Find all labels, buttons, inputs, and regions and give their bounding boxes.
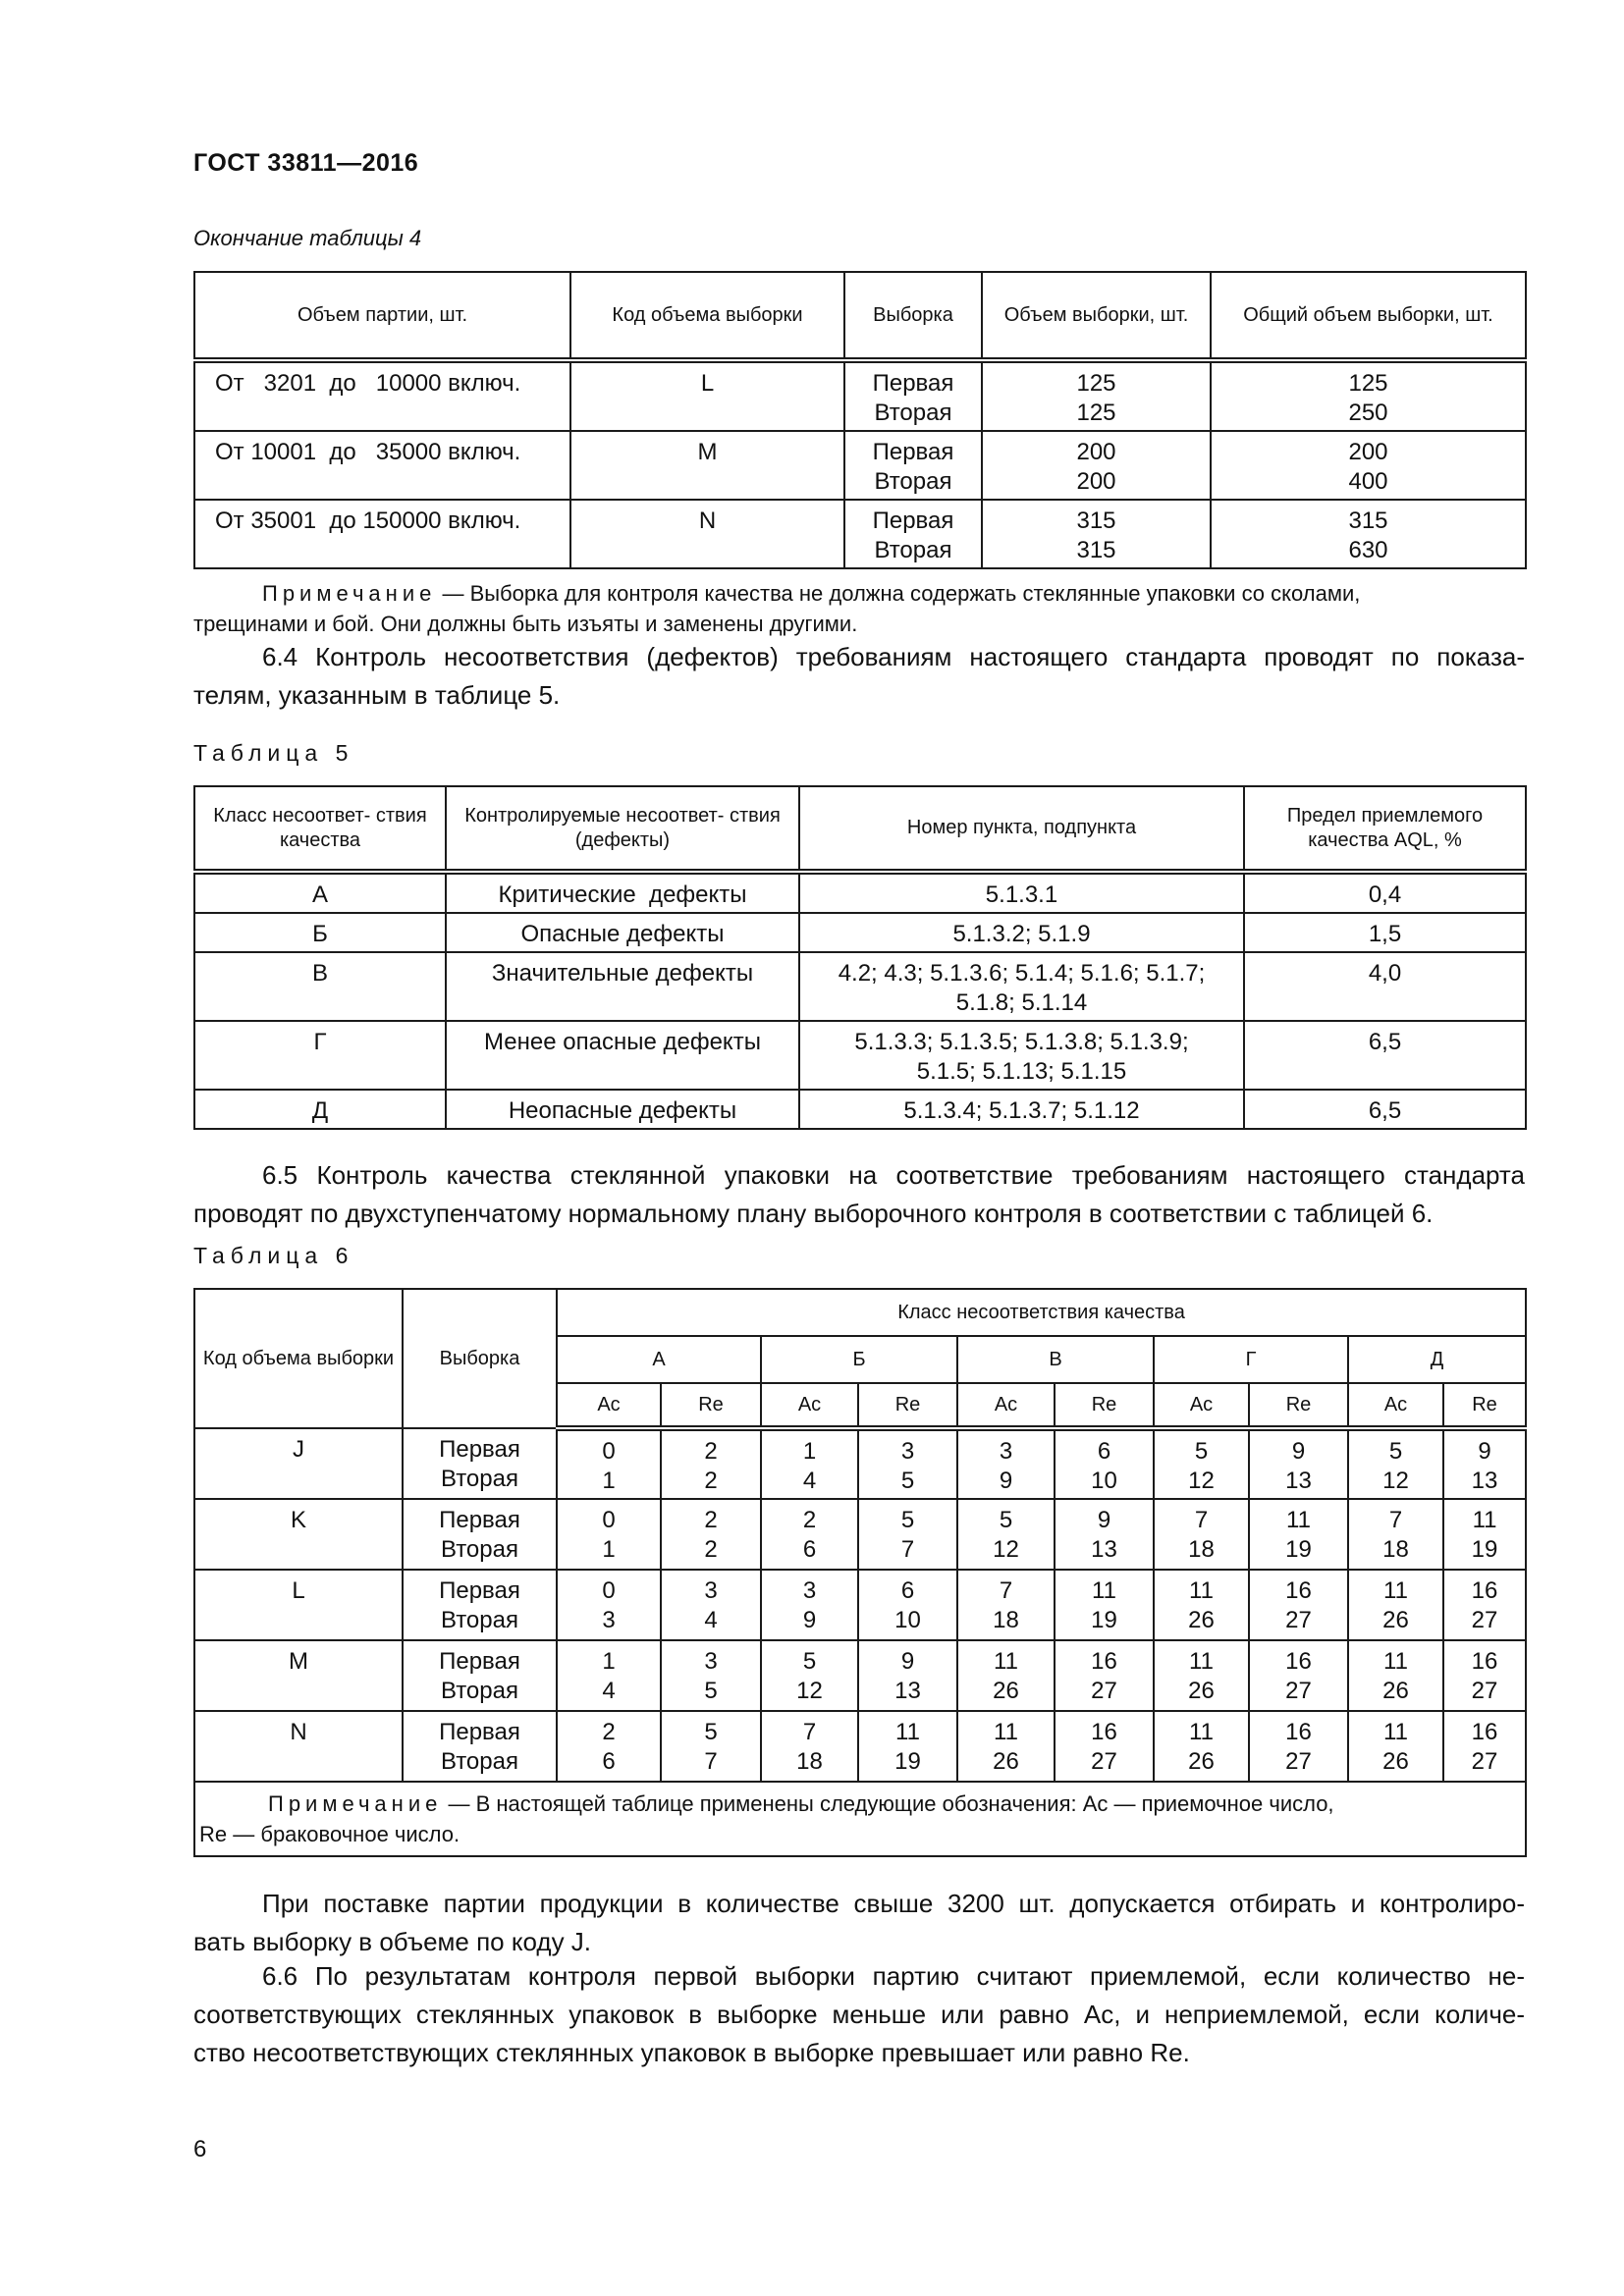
t6-value: 11: [1383, 1577, 1408, 1604]
t4-size: 200: [1076, 468, 1116, 495]
t5-defect: Опасные дефекты: [446, 913, 799, 952]
t6-value: 3: [999, 1438, 1013, 1465]
t5-defect: Критические дефекты: [446, 872, 799, 913]
table-row: [194, 952, 1526, 1021]
table-row: [194, 1640, 1526, 1711]
t5-item: 5.1.5; 5.1.13; 5.1.15: [916, 1058, 1127, 1085]
paragraph-line: При поставке партии продукции в количестве свыше 3200 шт. допускается отбирать и контролиро-: [262, 1889, 1525, 1918]
t6-value-cell: [957, 1570, 1055, 1640]
t5-class: Д: [194, 1090, 446, 1129]
t6-value-cell: [858, 1428, 957, 1499]
t4-total: 630: [1348, 537, 1388, 563]
note-text: трещинами и бой. Они должны быть изъяты и заменены другими.: [193, 612, 858, 636]
t6-value: 18: [796, 1748, 823, 1775]
t6-value: 2: [704, 1468, 718, 1494]
t6-value: 5: [1388, 1438, 1403, 1465]
t6-value: 7: [999, 1577, 1013, 1604]
t5-header-class: Класс несоответ- ствия качества: [194, 786, 446, 872]
t6-value: 16: [1285, 1577, 1312, 1604]
t6-sample: [403, 1499, 557, 1570]
t6-class-v: В: [957, 1336, 1154, 1383]
t6-value: 2: [802, 1507, 817, 1533]
t5-class: Г: [194, 1021, 446, 1090]
t6-sample-label: Вторая: [441, 1607, 518, 1633]
t6-value-cell: [1249, 1711, 1348, 1782]
t4-total: 125: [1348, 370, 1388, 397]
table-row: [194, 1090, 1526, 1129]
t6-value-cell: [557, 1428, 661, 1499]
t6-sample-label: Первая: [439, 1577, 520, 1604]
t6-value: 0: [602, 1438, 616, 1465]
t6-value-cell: [858, 1640, 957, 1711]
table5-caption: Таблица 5: [193, 740, 354, 766]
t6-value: 11: [1189, 1577, 1214, 1604]
t4-size: 200: [1076, 439, 1116, 465]
table4-caption: Окончание таблицы 4: [193, 226, 422, 250]
t6-value: 5: [900, 1507, 915, 1533]
t6-value-cell: [1154, 1570, 1249, 1640]
t6-value: 26: [1382, 1678, 1409, 1704]
t6-value-cell: [761, 1428, 858, 1499]
t6-value-cell: [858, 1570, 957, 1640]
t6-value: 27: [1285, 1607, 1312, 1633]
t6-value-cell: [1055, 1711, 1154, 1782]
t4-sample: Вторая: [874, 400, 952, 426]
t6-value-cell: [761, 1640, 858, 1711]
t5-header-defects: Контролируемые несоответ- ствия (дефекты): [446, 786, 799, 872]
t6-value: 27: [1471, 1748, 1498, 1775]
t6-value-cell: [858, 1499, 957, 1570]
note-label: Примечание: [262, 581, 437, 606]
t6-value: 5: [1194, 1438, 1209, 1465]
t4-size: 125: [1076, 370, 1116, 397]
document-code: ГОСТ 33811—2016: [193, 149, 419, 177]
table-row: [194, 431, 1526, 500]
table-row: [194, 500, 1526, 568]
t6-value-cell: [557, 1640, 661, 1711]
t6-value: 3: [602, 1607, 616, 1633]
t6-value: 16: [1285, 1648, 1312, 1675]
t6-value-cell: [557, 1711, 661, 1782]
t4-code: M: [570, 431, 844, 500]
table-row: [194, 1428, 1526, 1499]
t6-header-sample: Выборка: [403, 1289, 557, 1428]
t6-value-cell: [1249, 1428, 1348, 1499]
t6-code: M: [194, 1640, 403, 1711]
t5-aql: 6,5: [1244, 1090, 1526, 1129]
t6-value: 13: [1471, 1468, 1498, 1494]
table4-note: [193, 578, 1525, 639]
t6-value: 19: [1091, 1607, 1117, 1633]
paragraph-line: телям, указанным в таблице 5.: [193, 680, 561, 710]
t6-sample-label: Первая: [439, 1719, 520, 1745]
t6-value: 11: [1383, 1648, 1408, 1675]
t6-value: 6: [900, 1577, 915, 1604]
t6-sample-label: Первая: [439, 1507, 520, 1533]
t6-ac: Ac: [557, 1383, 661, 1428]
t4-header-size: Объем выборки, шт.: [982, 272, 1211, 360]
t6-value: 11: [1472, 1507, 1497, 1533]
t6-value: 11: [895, 1719, 920, 1745]
paragraph-line: ство несоответствующих стеклянных упаковок в выборке превышает или равно Re.: [193, 2038, 1190, 2067]
t6-re: Re: [1443, 1383, 1526, 1428]
t6-value-cell: [661, 1499, 761, 1570]
t6-value-cell: [1443, 1711, 1526, 1782]
t6-value: 2: [602, 1719, 616, 1745]
t6-value: 9: [1097, 1507, 1111, 1533]
t6-body: [194, 1428, 1526, 1782]
t6-value-cell: [1443, 1428, 1526, 1499]
t6-re: Re: [1055, 1383, 1154, 1428]
t6-value-cell: [1055, 1640, 1154, 1711]
t6-value: 3: [802, 1577, 817, 1604]
t5-header-aql: Предел приемлемого качества AQL, %: [1244, 786, 1526, 872]
t6-class-d: Д: [1348, 1336, 1526, 1383]
t6-value: 1: [802, 1438, 817, 1465]
t6-value-cell: [1348, 1570, 1443, 1640]
t5-item: 5.1.8; 5.1.14: [955, 989, 1088, 1016]
t6-value: 1: [602, 1648, 616, 1675]
t6-value-cell: [1249, 1499, 1348, 1570]
t4-size: 315: [1076, 537, 1116, 563]
t6-code: J: [194, 1428, 403, 1499]
table-row: [194, 1711, 1526, 1782]
t6-value: 27: [1285, 1678, 1312, 1704]
paragraph-line: проводят по двухступенчатому нормальному плану выборочного контроля в соответствии с таблицей 6.: [193, 1199, 1434, 1228]
t6-value: 6: [1097, 1438, 1111, 1465]
t4-sample: Вторая: [874, 537, 952, 563]
t6-value: 12: [1382, 1468, 1409, 1494]
t6-value: 19: [894, 1748, 921, 1775]
t6-value: 7: [900, 1536, 915, 1563]
t6-value: 11: [994, 1648, 1018, 1675]
t4-total: 315: [1348, 507, 1388, 534]
t6-value: 11: [1383, 1719, 1408, 1745]
page-number: 6: [193, 2136, 207, 2163]
t6-value: 9: [1478, 1438, 1491, 1465]
t6-value: 13: [894, 1678, 921, 1704]
t6-value: 9: [999, 1468, 1013, 1494]
t6-code: L: [194, 1570, 403, 1640]
t6-class-b: Б: [761, 1336, 957, 1383]
t6-value: 27: [1091, 1678, 1117, 1704]
t6-value: 7: [704, 1748, 718, 1775]
t6-sample-label: Вторая: [441, 1466, 518, 1492]
t6-value-cell: [761, 1499, 858, 1570]
t6-sample-label: Вторая: [441, 1678, 518, 1704]
t4-size: 125: [1076, 400, 1116, 426]
t6-value: 11: [1092, 1577, 1116, 1604]
t4-total: 250: [1348, 400, 1388, 426]
t6-value-cell: [1055, 1428, 1154, 1499]
t6-value-cell: [661, 1640, 761, 1711]
table-row: [194, 1021, 1526, 1090]
t6-ac: Ac: [1348, 1383, 1443, 1428]
paragraph-6-4: [193, 638, 1525, 715]
t5-item: 5.1.3.4; 5.1.3.7; 5.1.12: [799, 1090, 1244, 1129]
t6-value-cell: [1348, 1499, 1443, 1570]
t6-value: 18: [993, 1607, 1019, 1633]
t5-header-item: Номер пункта, подпункта: [799, 786, 1244, 872]
t6-value: 4: [802, 1468, 817, 1494]
t6-value: 19: [1471, 1536, 1498, 1563]
t4-lot: От 10001 до 35000 включ.: [194, 431, 570, 500]
t6-value: 16: [1285, 1719, 1312, 1745]
t6-value: 7: [1388, 1507, 1403, 1533]
table-row: [194, 1499, 1526, 1570]
t6-sample-label: Вторая: [441, 1748, 518, 1775]
t6-value-cell: [957, 1499, 1055, 1570]
t6-re: Re: [858, 1383, 957, 1428]
t6-value-cell: [1154, 1428, 1249, 1499]
t4-sample: Вторая: [874, 468, 952, 495]
table6-note: [194, 1782, 1526, 1856]
t6-ac: Ac: [761, 1383, 858, 1428]
t6-value-cell: [1154, 1499, 1249, 1570]
t6-value: 11: [1189, 1719, 1214, 1745]
t6-value: 27: [1091, 1748, 1117, 1775]
t6-value: 19: [1285, 1536, 1312, 1563]
table5: [193, 785, 1527, 1130]
paragraph-line: соответствующих стеклянных упаковок в выборке меньше или равно Ac, и неприемлемой, если количе-: [193, 2000, 1525, 2029]
t6-value: 9: [802, 1607, 817, 1633]
t6-sample-label: Первая: [439, 1648, 520, 1675]
t6-sample-label: Вторая: [441, 1536, 518, 1563]
t6-value-cell: [1348, 1640, 1443, 1711]
t4-sample: Первая: [872, 370, 954, 397]
paragraph-line: вать выборку в объеме по коду J.: [193, 1927, 592, 1956]
t6-sample: [403, 1640, 557, 1711]
t6-value-cell: [661, 1428, 761, 1499]
t6-value: 4: [704, 1607, 718, 1633]
t6-value: 12: [796, 1678, 823, 1704]
t5-item: 5.1.3.2; 5.1.9: [799, 913, 1244, 952]
t6-value-cell: [1154, 1640, 1249, 1711]
t6-value: 0: [602, 1577, 616, 1604]
t5-aql: 1,5: [1244, 913, 1526, 952]
t6-value: 26: [993, 1678, 1019, 1704]
t6-value: 10: [1091, 1468, 1117, 1494]
t6-value-cell: [957, 1428, 1055, 1499]
t6-value: 6: [602, 1748, 616, 1775]
t6-value: 5: [704, 1719, 718, 1745]
t6-value: 5: [999, 1507, 1013, 1533]
t5-defect: Менее опасные дефекты: [446, 1021, 799, 1090]
t6-code: N: [194, 1711, 403, 1782]
t6-value-cell: [661, 1711, 761, 1782]
t5-defect: Неопасные дефекты: [446, 1090, 799, 1129]
t4-lot: От 35001 до 150000 включ.: [194, 500, 570, 568]
table4: [193, 271, 1527, 569]
table-row: [194, 872, 1526, 913]
t6-value-cell: [761, 1711, 858, 1782]
t6-value-cell: [1055, 1499, 1154, 1570]
t6-value: 3: [704, 1577, 718, 1604]
t5-class: А: [194, 872, 446, 913]
paragraph-6-5: [193, 1156, 1525, 1233]
t6-value-cell: [1249, 1640, 1348, 1711]
t6-value: 2: [704, 1438, 718, 1465]
t6-value: 11: [994, 1719, 1018, 1745]
t6-value: 5: [802, 1648, 817, 1675]
t6-sample: [403, 1711, 557, 1782]
t6-value-cell: [1443, 1499, 1526, 1570]
t6-re: Re: [1249, 1383, 1348, 1428]
t6-value: 16: [1471, 1719, 1498, 1745]
table6-caption: Таблица 6: [193, 1243, 354, 1268]
t6-sample: [403, 1428, 557, 1499]
t6-class-g: Г: [1154, 1336, 1348, 1383]
t6-value-cell: [761, 1570, 858, 1640]
t6-value: 9: [1291, 1438, 1306, 1465]
t6-value: 2: [704, 1507, 718, 1533]
t6-value: 16: [1471, 1577, 1498, 1604]
t6-value-cell: [858, 1711, 957, 1782]
t6-value: 16: [1091, 1648, 1117, 1675]
t6-value-cell: [661, 1570, 761, 1640]
t6-value: 13: [1091, 1536, 1117, 1563]
t6-ac: Ac: [957, 1383, 1055, 1428]
t4-total: 200: [1348, 439, 1388, 465]
t6-value: 26: [1188, 1748, 1215, 1775]
paragraph-line: 6.6 По результатам контроля первой выборки партию считают приемлемой, если количество не-: [262, 1961, 1525, 1991]
t5-aql: 0,4: [1244, 872, 1526, 913]
table-row: [194, 913, 1526, 952]
t6-value: 27: [1285, 1748, 1312, 1775]
t4-header-sample: Выборка: [844, 272, 982, 360]
t6-value: 7: [802, 1719, 817, 1745]
t6-value: 5: [900, 1468, 915, 1494]
table6: [193, 1288, 1527, 1857]
t6-value-cell: [957, 1640, 1055, 1711]
t6-re: Re: [661, 1383, 761, 1428]
t6-value: 27: [1471, 1678, 1498, 1704]
t6-value: 6: [802, 1536, 817, 1563]
note-text: — Выборка для контроля качества не должна содержать стеклянные упаковки со сколами,: [436, 581, 1361, 606]
t6-value: 3: [704, 1648, 718, 1675]
t6-value-cell: [1249, 1570, 1348, 1640]
t6-code: K: [194, 1499, 403, 1570]
t4-header-total: Общий объем выборки, шт.: [1211, 272, 1526, 360]
note-label: Примечание: [268, 1791, 443, 1816]
t4-header-code: Код объема выборки: [570, 272, 844, 360]
paragraph-line: 6.5 Контроль качества стеклянной упаковки на соответствие требованиям настоящего стандарта: [262, 1160, 1525, 1190]
paragraph-supply: [193, 1885, 1525, 1961]
t6-ac: Ac: [1154, 1383, 1249, 1428]
t6-value: 3: [900, 1438, 915, 1465]
t6-value-cell: [557, 1499, 661, 1570]
t6-value: 26: [1188, 1607, 1215, 1633]
note-text: Re — браковочное число.: [199, 1822, 460, 1846]
t4-code: N: [570, 500, 844, 568]
t6-sample-label: Первая: [439, 1436, 520, 1463]
t6-value: 1: [602, 1468, 616, 1494]
t4-sample: Первая: [872, 439, 954, 465]
t5-class: Б: [194, 913, 446, 952]
paragraph-6-6: [193, 1957, 1525, 2072]
t4-sample: Первая: [872, 507, 954, 534]
t5-aql: 6,5: [1244, 1021, 1526, 1090]
t6-value: 5: [704, 1678, 718, 1704]
table-row: [194, 1570, 1526, 1640]
t6-value: 26: [1188, 1678, 1215, 1704]
t5-item: 5.1.3.1: [799, 872, 1244, 913]
t6-sample: [403, 1570, 557, 1640]
t6-value-cell: [1348, 1428, 1443, 1499]
t6-header-class: Класс несоответствия качества: [557, 1289, 1526, 1336]
t6-value-cell: [1443, 1570, 1526, 1640]
t4-size: 315: [1076, 507, 1116, 534]
t6-value: 12: [1188, 1468, 1215, 1494]
t6-value: 27: [1471, 1607, 1498, 1633]
t4-lot: От 3201 до 10000 включ.: [194, 360, 570, 431]
t6-value: 18: [1188, 1536, 1215, 1563]
t6-value: 26: [993, 1748, 1019, 1775]
t4-total: 400: [1348, 468, 1388, 495]
note-text: — В настоящей таблице применены следующие обозначения: Ac — приемочное число,: [442, 1791, 1334, 1816]
t5-item: 4.2; 4.3; 5.1.3.6; 5.1.4; 5.1.6; 5.1.7;: [838, 960, 1206, 987]
t6-value-cell: [957, 1711, 1055, 1782]
t6-value: 16: [1091, 1719, 1117, 1745]
t6-value: 7: [1194, 1507, 1209, 1533]
t5-aql: 4,0: [1244, 952, 1526, 1021]
t4-header-lot: Объем партии, шт.: [194, 272, 570, 360]
t6-value: 18: [1382, 1536, 1409, 1563]
t6-value: 13: [1285, 1468, 1312, 1494]
paragraph-line: 6.4 Контроль несоответствия (дефектов) требованиям настоящего стандарта проводят по показа-: [262, 642, 1525, 671]
t6-value: 9: [900, 1648, 915, 1675]
t6-header-code: Код объема выборки: [194, 1289, 403, 1428]
t5-item: 5.1.3.3; 5.1.3.5; 5.1.3.8; 5.1.3.9;: [854, 1029, 1189, 1055]
t6-value-cell: [1154, 1711, 1249, 1782]
t6-value: 16: [1471, 1648, 1498, 1675]
t5-defect: Значительные дефекты: [446, 952, 799, 1021]
t6-value: 26: [1382, 1748, 1409, 1775]
t6-value-cell: [557, 1570, 661, 1640]
t6-value: 4: [602, 1678, 616, 1704]
t6-value: 0: [602, 1507, 616, 1533]
t6-value: 1: [602, 1536, 616, 1563]
t6-value: 12: [993, 1536, 1019, 1563]
t6-value-cell: [1348, 1711, 1443, 1782]
table-row: [194, 360, 1526, 431]
t6-class-a: А: [557, 1336, 761, 1383]
t6-value: 26: [1382, 1607, 1409, 1633]
t6-value: 11: [1286, 1507, 1311, 1533]
t5-class: В: [194, 952, 446, 1021]
t6-value: 11: [1189, 1648, 1214, 1675]
t6-value: 10: [894, 1607, 921, 1633]
t4-code: L: [570, 360, 844, 431]
t6-value-cell: [1443, 1640, 1526, 1711]
t6-value-cell: [1055, 1570, 1154, 1640]
t6-value: 2: [704, 1536, 718, 1563]
